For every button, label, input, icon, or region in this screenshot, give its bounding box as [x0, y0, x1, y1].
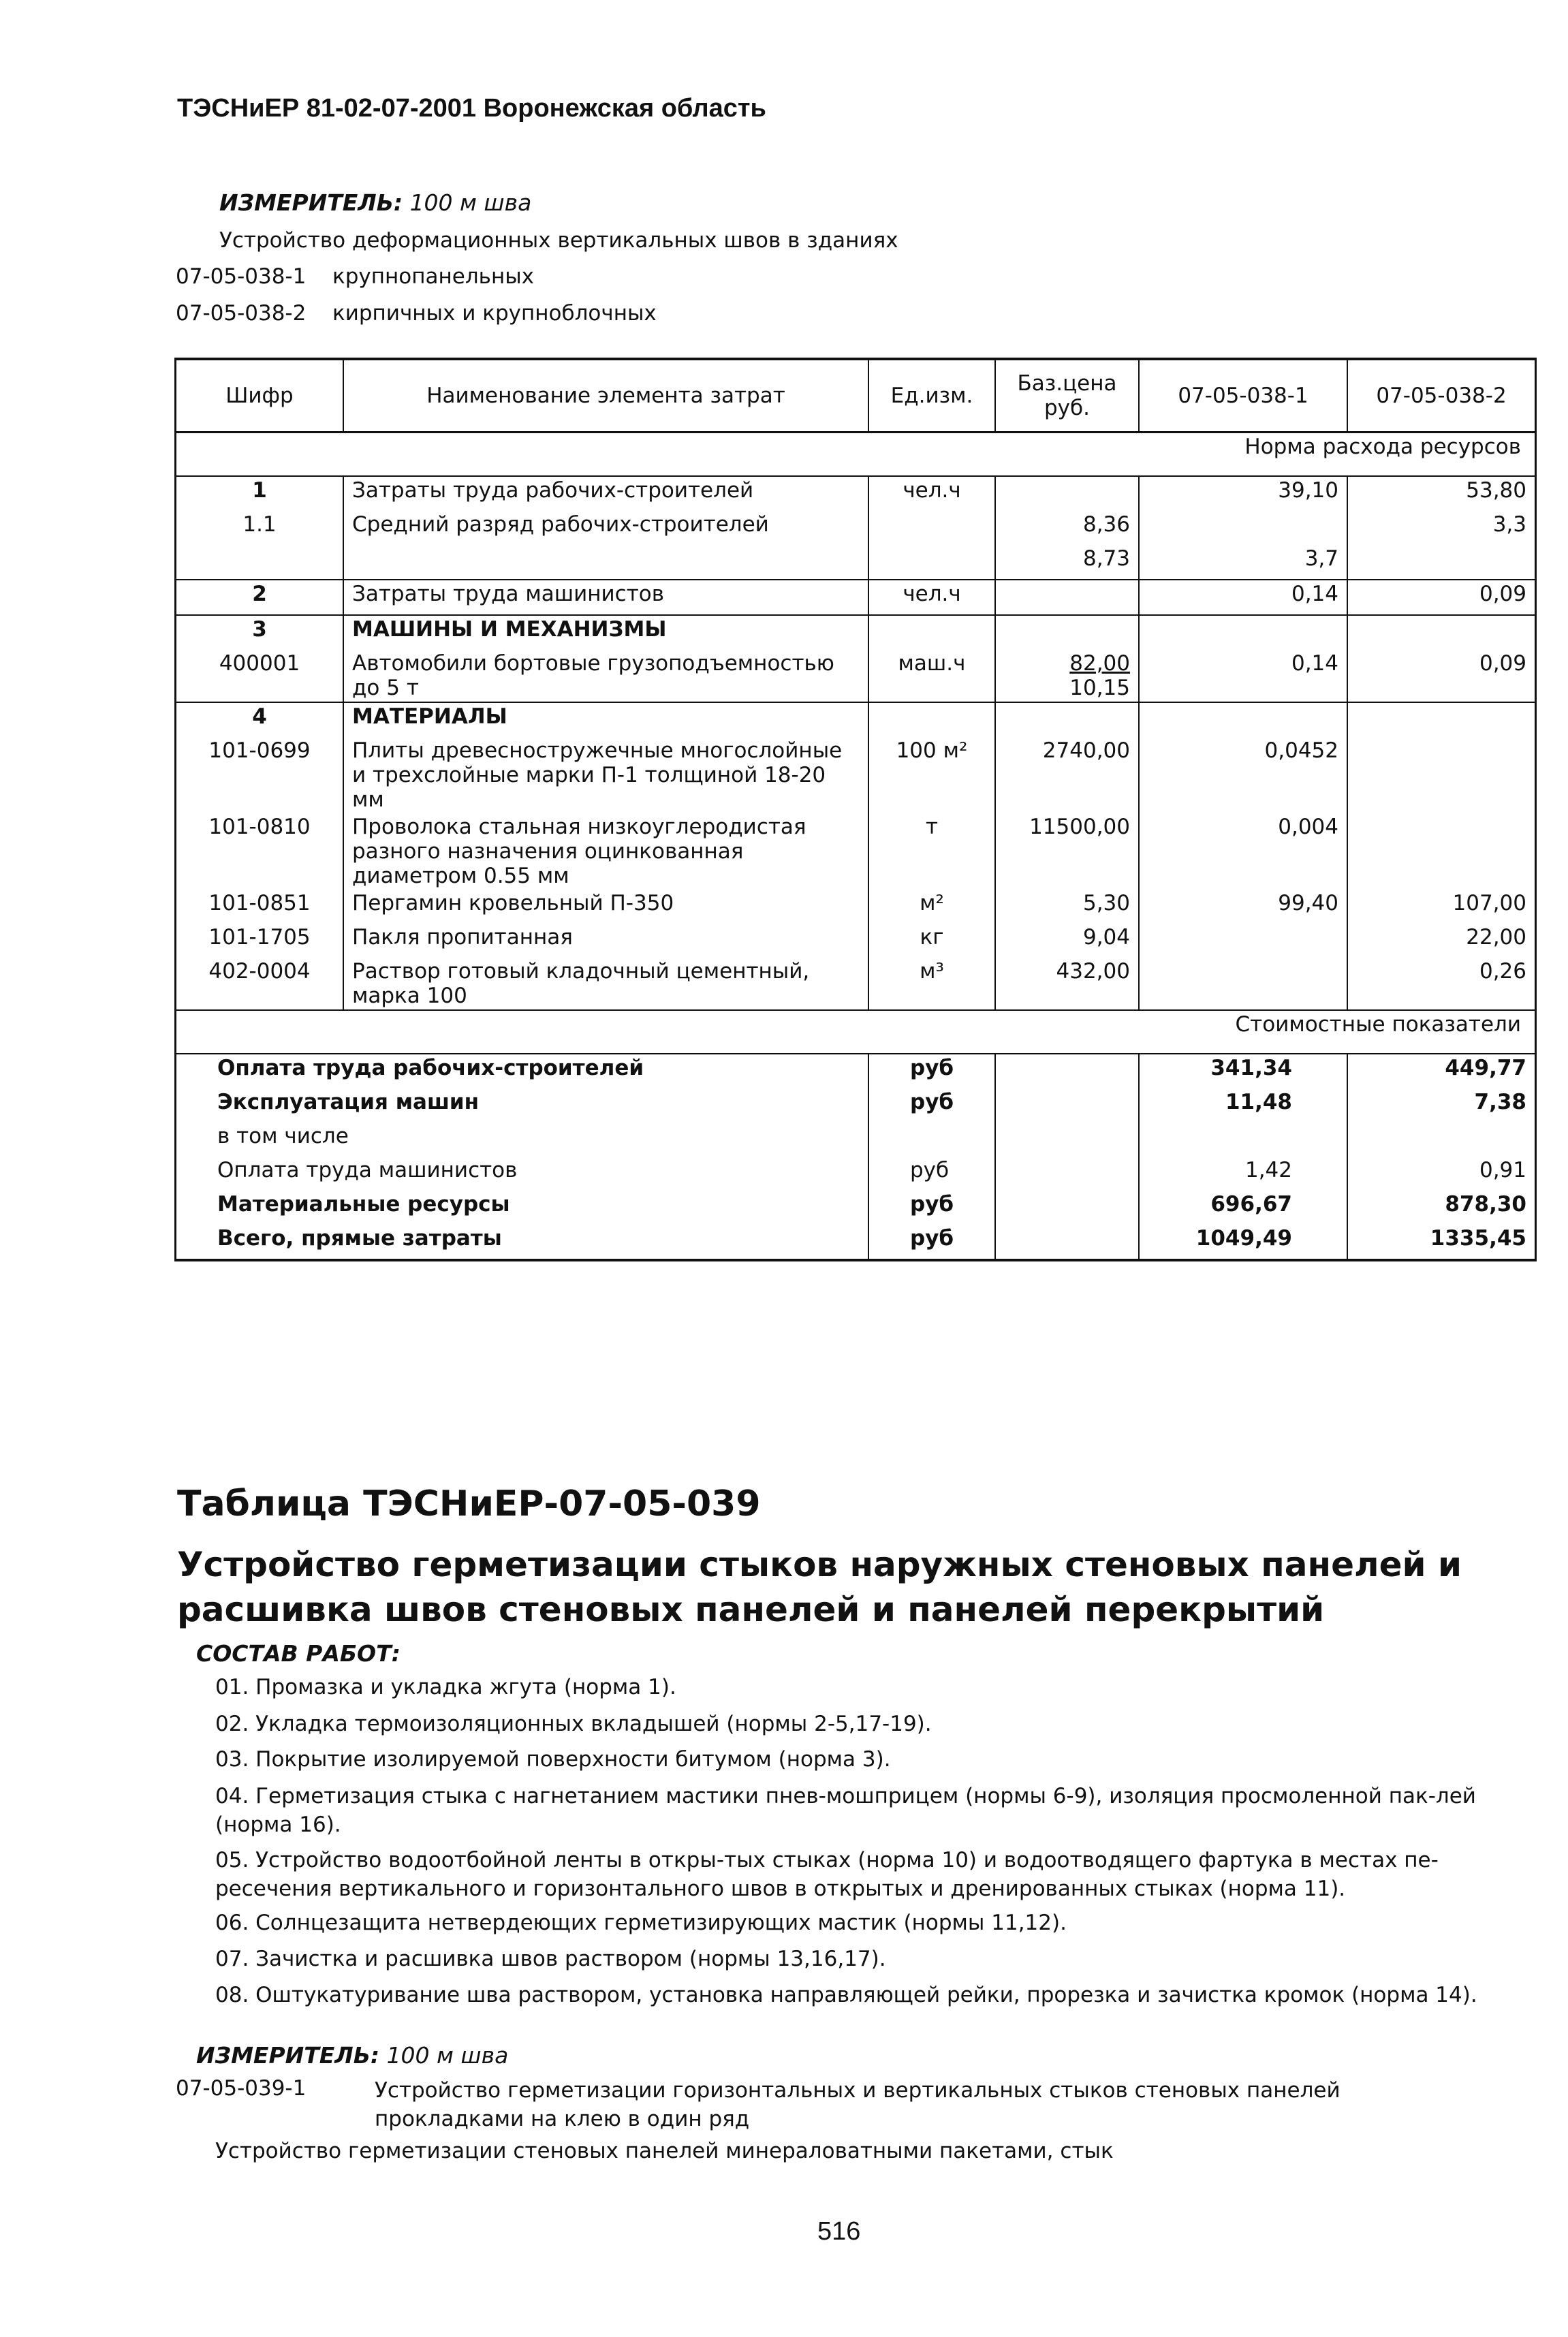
cost-subheader: Стоимостные показатели [176, 1010, 1536, 1054]
cost-value1: 11,48 [1139, 1088, 1347, 1123]
row-norm2: 0,26 [1347, 958, 1536, 1010]
row-unit: маш.ч [868, 650, 995, 702]
cost-label: Материальные ресурсы [176, 1191, 869, 1225]
meter-label: ИЗМЕРИТЕЛЬ: [196, 2042, 380, 2069]
row-unit: 100 м² [868, 737, 995, 813]
work-item: 01. Промазка и укладка жгута (норма 1). [215, 1675, 676, 1699]
row-name: Плиты древесностружечные многослойные и трехслойные марки П-1 толщиной 18-20 мм [343, 737, 868, 813]
section-description: Устройство деформационных вертикальных швов в зданиях [219, 228, 898, 253]
row-code: 1 [176, 476, 344, 511]
meter-value: 100 м шва [409, 189, 532, 216]
cost-row [176, 1123, 1536, 1157]
work-item: 06. Солнцезащита нетвердеющих герметизирующих мастик (нормы 11,12). [215, 1911, 1067, 1935]
table-row [176, 958, 1536, 1010]
row-norm1 [1139, 958, 1347, 1010]
table-row [176, 476, 1536, 511]
table-title: Таблица ТЭСНиЕР-07-05-039 [177, 1484, 761, 1524]
row-name: Пакля пропитанная [343, 924, 868, 958]
row-name: Раствор готовый кладочный цементный, марка 100 [343, 958, 868, 1010]
cost-value2: 878,30 [1347, 1191, 1536, 1225]
item-name: кирпичных и крупноблочных [332, 301, 657, 326]
item-code: 07-05-038-2 [176, 301, 307, 326]
row-norm1: 0,004 [1139, 813, 1347, 890]
row-name [343, 545, 868, 580]
row-unit: чел.ч [868, 580, 995, 615]
row-norm1 [1139, 511, 1347, 545]
row-code [176, 545, 344, 580]
table-row [176, 737, 1536, 813]
row-price [995, 702, 1139, 737]
row-price: 5,30 [995, 890, 1139, 924]
row-price [995, 580, 1139, 615]
trailing-text: Устройство герметизации стеновых панелей минераловатными пакетами, стык [215, 2139, 1114, 2163]
norms-table [174, 358, 1537, 1261]
cost-value1: 1049,49 [1139, 1225, 1347, 1260]
cost-empty [995, 1157, 1139, 1191]
row-price-current: 10,15 [1069, 676, 1130, 700]
item-code: 07-05-039-1 [176, 2076, 307, 2101]
cost-value2: 1335,45 [1347, 1225, 1536, 1260]
cost-unit: руб [868, 1157, 995, 1191]
col-header-unit: Ед.изм. [868, 359, 995, 433]
work-item: 02. Укладка термоизоляционных вкладышей (нормы 2-5,17-19). [215, 1712, 932, 1736]
row-code: 402-0004 [176, 958, 344, 1010]
table-row [176, 615, 1536, 650]
cost-value2 [1347, 1123, 1536, 1157]
work-item: 05. Устройство водоотбойной ленты в откры-тых стыках (норма 10) и водоотводящего фартука в местах пе-ресечения вертикального и горизонтального швов в открытых и дренированных стыках (норма 11). [215, 1848, 1439, 1901]
row-price: 11500,00 [995, 813, 1139, 890]
cost-table-body [176, 1054, 1536, 1260]
row-code: 101-1705 [176, 924, 344, 958]
row-norm2: 107,00 [1347, 890, 1536, 924]
row-name: Автомобили бортовые грузоподъемностью до 5 т [343, 650, 868, 702]
table-row [176, 580, 1536, 615]
cost-row [176, 1225, 1536, 1260]
row-price [995, 615, 1139, 650]
document-header-title: ТЭСНиЕР 81-02-07-2001 Воронежская область [177, 94, 766, 123]
row-code: 3 [176, 615, 344, 650]
row-unit: кг [868, 924, 995, 958]
row-unit: чел.ч [868, 476, 995, 511]
work-item: 08. Оштукатуривание шва раствором, установка направляющей рейки, прорезка и зачистка кромок (норма 14). [215, 1983, 1477, 2007]
table-subtitle: Устройство герметизации стыков наружных стеновых панелей и расшивка швов стеновых панелей и панелей перекрытий [177, 1545, 1462, 1629]
cost-empty [995, 1123, 1139, 1157]
table-row [176, 511, 1536, 545]
cost-value2: 0,91 [1347, 1157, 1536, 1191]
cost-value2: 449,77 [1347, 1054, 1536, 1088]
row-price [995, 476, 1139, 511]
meter-value: 100 м шва [386, 2042, 509, 2069]
row-name: МАТЕРИАЛЫ [343, 702, 868, 737]
row-norm1 [1139, 924, 1347, 958]
row-unit [868, 615, 995, 650]
cost-value2: 7,38 [1347, 1088, 1536, 1123]
row-norm1 [1139, 615, 1347, 650]
work-item: 03. Покрытие изолируемой поверхности битумом (норма 3). [215, 1747, 891, 1772]
row-norm2 [1347, 737, 1536, 813]
row-norm1 [1139, 702, 1347, 737]
cost-empty [995, 1088, 1139, 1123]
table-row [176, 813, 1536, 890]
cost-unit: руб [868, 1191, 995, 1225]
row-name: Пергамин кровельный П-350 [343, 890, 868, 924]
row-code: 101-0810 [176, 813, 344, 890]
item-code: 07-05-038-1 [176, 264, 307, 289]
col-header-price: Баз.цена руб. [995, 359, 1139, 433]
row-code: 4 [176, 702, 344, 737]
row-price: 432,00 [995, 958, 1139, 1010]
norm-subheader: Норма расхода ресурсов [176, 433, 1536, 477]
cost-row [176, 1088, 1536, 1123]
table-row [176, 702, 1536, 737]
cost-unit: руб [868, 1088, 995, 1123]
meter-label: ИЗМЕРИТЕЛЬ: [219, 189, 403, 216]
cost-empty [995, 1054, 1139, 1088]
norms-table-body [176, 476, 1536, 1010]
cost-label: Оплата труда машинистов [176, 1157, 869, 1191]
cost-label: в том числе [176, 1123, 869, 1157]
row-norm1: 3,7 [1139, 545, 1347, 580]
row-unit [868, 545, 995, 580]
cost-value1: 1,42 [1139, 1157, 1347, 1191]
cost-empty [995, 1191, 1139, 1225]
cost-label: Оплата труда рабочих-строителей [176, 1054, 869, 1088]
table-row [176, 545, 1536, 580]
row-name: Затраты труда машинистов [343, 580, 868, 615]
row-code: 2 [176, 580, 344, 615]
row-norm1: 39,10 [1139, 476, 1347, 511]
col-header-code: Шифр [176, 359, 344, 433]
row-unit: м³ [868, 958, 995, 1010]
cost-empty [995, 1225, 1139, 1260]
table-header-row [176, 359, 1536, 433]
work-item: 04. Герметизация стыка с нагнетанием мастики пнев-мошприцем (нормы 6-9), изоляция просмоленной пак-лей (норма 16). [215, 1784, 1476, 1837]
row-norm2 [1347, 615, 1536, 650]
table-row [176, 924, 1536, 958]
cost-row [176, 1157, 1536, 1191]
row-price: 8,36 [995, 511, 1139, 545]
row-price [995, 650, 1139, 702]
page-number: 516 [817, 2217, 861, 2246]
row-unit [868, 511, 995, 545]
row-norm1: 0,14 [1139, 580, 1347, 615]
table-row [176, 650, 1536, 702]
row-norm1: 0,14 [1139, 650, 1347, 702]
col-header-name: Наименование элемента затрат [343, 359, 868, 433]
row-name: Проволока стальная низкоуглеродистая разного назначения оцинкованная диаметром 0.55 мм [343, 813, 868, 890]
cost-row [176, 1191, 1536, 1225]
cost-unit: руб [868, 1054, 995, 1088]
row-norm2: 22,00 [1347, 924, 1536, 958]
row-code: 101-0699 [176, 737, 344, 813]
row-name: МАШИНЫ И МЕХАНИЗМЫ [343, 615, 868, 650]
row-norm2 [1347, 702, 1536, 737]
cost-value1: 696,67 [1139, 1191, 1347, 1225]
row-unit [868, 702, 995, 737]
col-header-norm1: 07-05-038-1 [1139, 359, 1347, 433]
cost-label: Всего, прямые затраты [176, 1225, 869, 1260]
row-price: 2740,00 [995, 737, 1139, 813]
col-header-norm2: 07-05-038-2 [1347, 359, 1536, 433]
row-norm2: 3,3 [1347, 511, 1536, 545]
row-norm2: 0,09 [1347, 580, 1536, 615]
cost-unit: руб [868, 1225, 995, 1260]
row-unit: м² [868, 890, 995, 924]
cost-subheader-row [176, 1010, 1536, 1054]
row-norm2: 53,80 [1347, 476, 1536, 511]
row-name: Затраты труда рабочих-строителей [343, 476, 868, 511]
cost-label: Эксплуатация машин [176, 1088, 869, 1123]
item-name: Устройство герметизации горизонтальных и вертикальных стыков стеновых панелей прокладками на клею в один ряд [375, 2078, 1340, 2131]
meter-line-2 [196, 2042, 508, 2069]
row-norm2 [1347, 545, 1536, 580]
row-code: 101-0851 [176, 890, 344, 924]
meter-line [219, 189, 531, 216]
cost-row [176, 1054, 1536, 1088]
cost-unit [868, 1123, 995, 1157]
works-header: СОСТАВ РАБОТ: [196, 1640, 401, 1667]
norm-subheader-row [176, 433, 1536, 477]
row-price: 8,73 [995, 545, 1139, 580]
row-norm2: 0,09 [1347, 650, 1536, 702]
row-norm1: 0,0452 [1139, 737, 1347, 813]
row-unit: т [868, 813, 995, 890]
item-name: крупнопанельных [332, 264, 535, 289]
row-name: Средний разряд рабочих-строителей [343, 511, 868, 545]
row-price-base: 82,00 [1069, 651, 1130, 676]
row-price: 9,04 [995, 924, 1139, 958]
row-code: 1.1 [176, 511, 344, 545]
cost-value1 [1139, 1123, 1347, 1157]
table-row [176, 890, 1536, 924]
work-item: 07. Зачистка и расшивка швов раствором (нормы 13,16,17). [215, 1947, 886, 1971]
cost-value1: 341,34 [1139, 1054, 1347, 1088]
row-norm1: 99,40 [1139, 890, 1347, 924]
row-norm2 [1347, 813, 1536, 890]
row-code: 400001 [176, 650, 344, 702]
